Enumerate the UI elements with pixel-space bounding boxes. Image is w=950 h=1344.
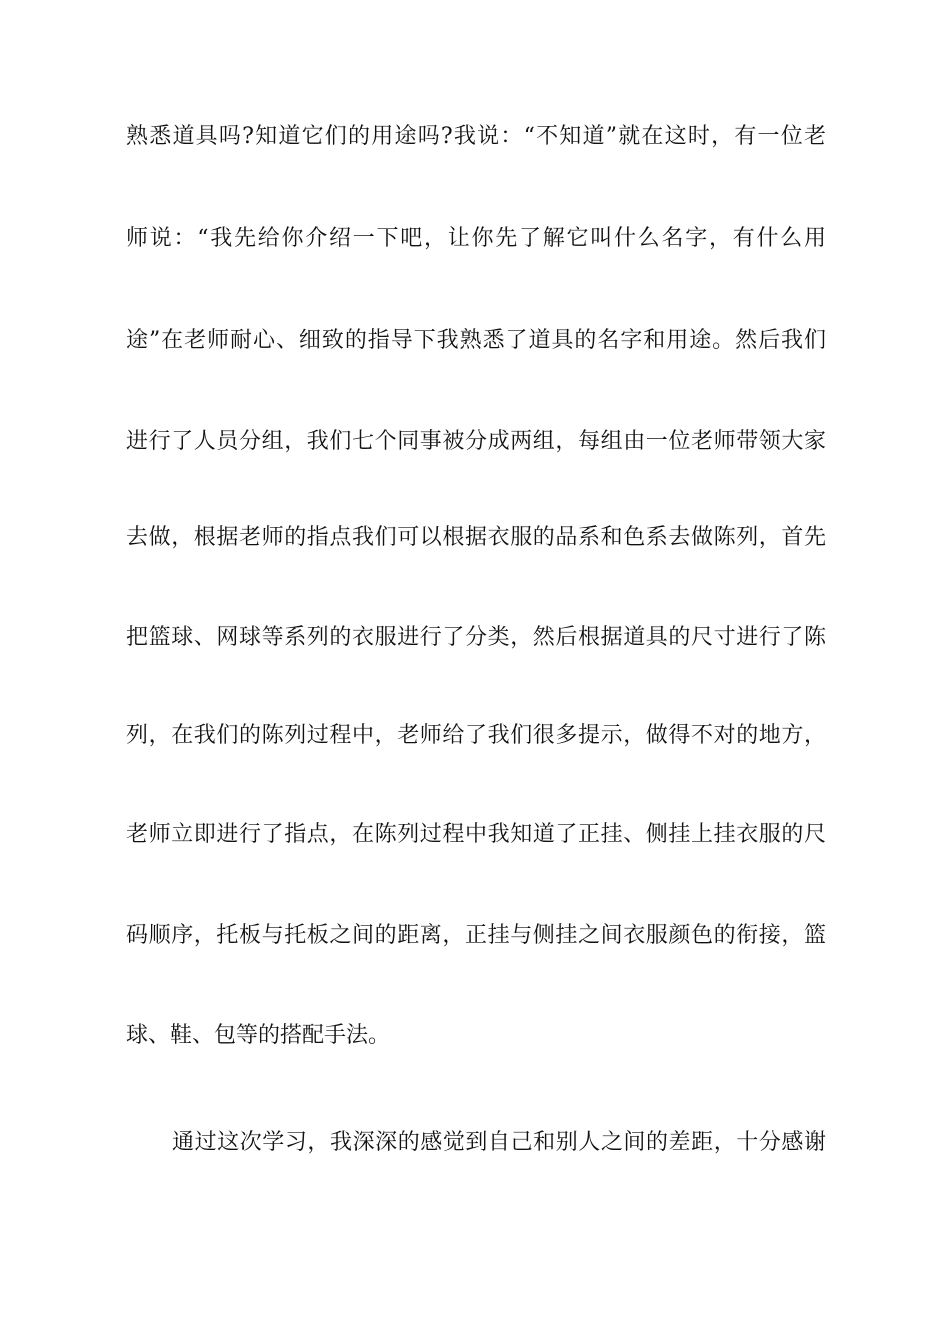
text-line: 码顺序，托板与托板之间的距离，正挂与侧挂之间衣服颜色的衔接，篮: [126, 923, 826, 948]
text-line: 师说：“我先给你介绍一下吧，让你先了解它叫什么名字，有什么用: [126, 226, 826, 251]
text-line-paragraph-end: 球、鞋、包等的搭配手法。: [126, 1023, 391, 1048]
text-line-paragraph-start: 通过这次学习，我深深的感觉到自己和别人之间的差距，十分感谢: [172, 1130, 826, 1155]
text-line: 把篮球、网球等系列的衣服进行了分类，然后根据道具的尺寸进行了陈: [126, 625, 826, 650]
text-line: 列，在我们的陈列过程中，老师给了我们很多提示，做得不对的地方，: [126, 723, 826, 748]
text-line: 去做，根据老师的指点我们可以根据衣服的品系和色系去做陈列，首先: [126, 525, 826, 550]
text-line: 途”在老师耐心、细致的指导下我熟悉了道具的名字和用途。然后我们: [126, 328, 826, 353]
text-line: 老师立即进行了指点，在陈列过程中我知道了正挂、侧挂上挂衣服的尺: [126, 822, 826, 847]
text-line: 熟悉道具吗?知道它们的用途吗?我说：“不知道”就在这时，有一位老: [126, 124, 826, 149]
text-line: 进行了人员分组，我们七个同事被分成两组，每组由一位老师带领大家: [126, 429, 826, 454]
